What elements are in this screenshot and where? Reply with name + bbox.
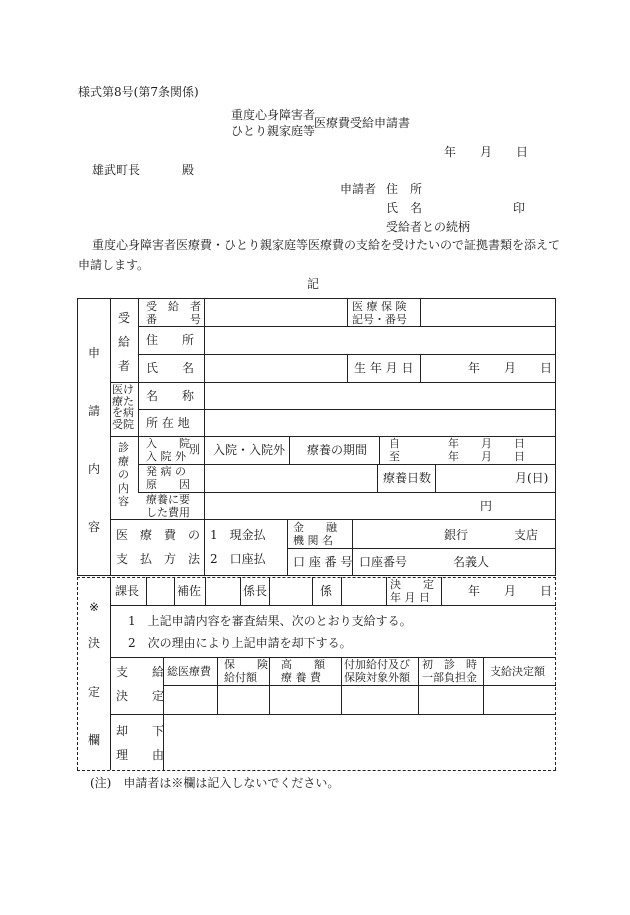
inpatient-l2: 入 院 外 [146,450,186,463]
label-char-4: 容 [87,520,100,534]
staff-label: 係 [320,584,333,598]
label-char-2: 請 [87,404,100,418]
col-insurance-l2: 給付額 [224,671,257,684]
account-type-label: 口 座 番 号 [293,555,353,569]
inpatient-l1: 入 院 [146,437,190,450]
cause-l1: 発 病 の [146,465,186,478]
application-date: 年 月 日 [444,145,529,159]
decision-date-value: 年 月 日 [468,584,553,598]
col-insurance-l1: 保 険 [224,658,268,671]
col-decided-amount: 支給決定額 [490,665,545,678]
seal-mark: 印 [513,201,526,215]
bank-l2: 機 関 名 [293,534,333,547]
label-char-1: 申 [87,346,100,360]
days-label: 療養日数 [383,471,432,485]
insurance-number-l1: 医 療 保 険 [352,300,407,313]
cost-l1: 療養に要 [146,493,190,506]
payment-method-l2: 支 払 方 法 [116,552,201,566]
inpatient-value: 入院・入院外 [213,443,286,457]
payment-decision-l1: 支 給 [116,665,165,679]
decision-char-1: ※ [88,600,100,614]
honorific: 殿 [182,163,195,177]
col-high-cost-l1: 高 額 [281,658,325,671]
period-to: 至 [389,450,400,463]
form-number: 様式第8号(第7条関係) [78,85,199,99]
col-total-medical: 総医療費 [167,665,211,678]
yen-unit: 円 [480,499,493,513]
decision-date-l1: 決 定 [390,578,434,591]
treatment-label: 診 療 の 内 容 [118,441,129,508]
name-label: 氏 名 [386,201,423,215]
col-initial-l1: 初 診 時 [422,658,477,671]
title-line-1: 重度心身障害者 [231,108,316,122]
bank-l1: 金 融 [293,521,337,534]
account-holder-label: 名義人 [453,555,490,569]
title-line-2: ひとり親家庭等 [231,124,316,138]
decision-char-4: 欄 [87,733,100,747]
col-additional-l2: 保険対象外額 [344,671,410,684]
bank-unit: 銀行 [444,528,469,542]
period-from: 自 [389,437,400,450]
branch-unit: 支店 [514,528,539,542]
footer-note: (注) 申請者は※欄は記入しないでください。 [90,776,340,790]
payment-option-1[interactable]: 1 現金払 [210,528,266,542]
assistant-label: 補佐 [177,584,202,598]
title-suffix: 医療費受給申請書 [314,116,411,130]
address-label: 住 所 [386,182,423,196]
recipient-number-l1: 受 給 者 [146,300,201,313]
payment-option-2[interactable]: 2 口座払 [210,552,266,566]
decision-date-l2: 年 月 日 [390,591,430,604]
col-initial-l2: 一部負担金 [422,671,477,684]
betsu: 別 [189,443,200,456]
decision-option-1[interactable]: 1 上記申請内容を審査結果、次のとおり支給する。 [128,614,412,628]
applicant-label: 申請者 [340,182,377,196]
birth-date-value: 年 月 日 [468,361,553,375]
recipient-address-label: 住 所 [146,333,195,347]
recipient-char-1: 受 [117,311,130,325]
institution-label: 医け 療た を病 受院 [112,383,134,431]
institution-location-label: 所 在 地 [146,416,190,430]
recipient-name-label: 氏 名 [146,361,195,375]
section-chief-label: 課長 [115,584,140,598]
recipient-char-2: 給 [117,335,130,349]
recipient-number-l2: 番 号 [146,313,201,326]
ki-mark: 記 [307,277,320,291]
period-to-date: 年 月 日 [448,450,525,463]
insurance-number-l2: 記号・番号 [352,313,407,326]
recipient-char-3: 者 [117,359,130,373]
decision-option-2[interactable]: 2 次の理由により上記申請を却下する。 [128,636,352,650]
col-additional-l1: 付加給付及び [344,658,410,671]
cost-l2: した費用 [146,506,190,519]
birth-date-label: 生 年 月 日 [354,361,414,375]
cause-l2: 原 因 [146,478,190,491]
addressee: 雄武町長 [92,163,141,177]
payment-decision-l2: 決 定 [116,689,165,703]
col-high-cost-l2: 療 養 費 [281,671,321,684]
decision-char-3: 定 [87,685,100,699]
rejection-l1: 却 下 [116,724,165,738]
period-label: 療養の期間 [307,443,368,457]
label-char-3: 内 [87,462,100,476]
body-text-2: 申請します。 [78,258,150,272]
chief-label: 係長 [243,584,268,598]
decision-char-2: 決 [87,636,100,650]
relation-label: 受給者との続柄 [386,220,471,234]
body-text-1: 重度心身障害者医療費・ひとり親家庭等医療費の支給を受けたいので証拠書類を添えて [92,238,561,252]
days-unit: 月(日) [515,471,549,485]
institution-name-label: 名 称 [146,389,195,403]
period-from-date: 年 月 日 [448,437,525,450]
rejection-l2: 理 由 [116,748,165,762]
account-number-label: 口座番号 [359,555,408,569]
payment-method-l1: 医 療 費 の [116,528,201,542]
